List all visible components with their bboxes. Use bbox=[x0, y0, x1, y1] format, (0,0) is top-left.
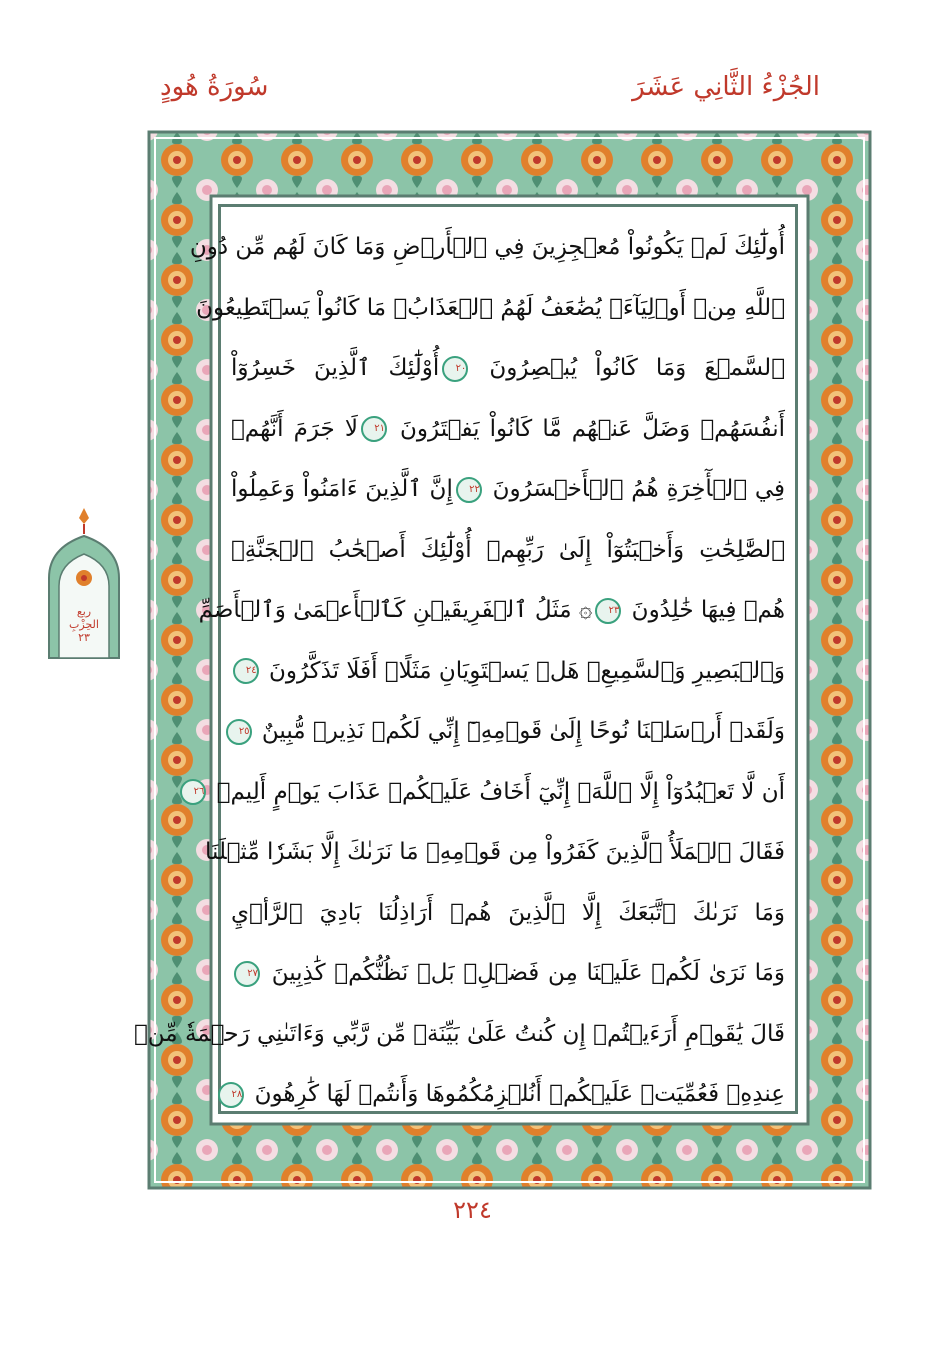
text-line bbox=[193, 762, 785, 823]
text-line bbox=[231, 338, 785, 399]
hizb-line2: الحِزْبِ bbox=[69, 618, 99, 631]
verse-text: لَا جَرَمَ أَنَّهُمۡ bbox=[231, 415, 358, 442]
text-line bbox=[205, 822, 785, 883]
ayah-number-marker: ٢٣ bbox=[595, 598, 621, 624]
verse-text: وَٱلۡبَصِيرِ وَٱلسَّمِيعِۚ هَلۡ يَسۡتَوِيَانِ مَثَلًاۚ أَفَلَا تَذَكَّرُونَ bbox=[261, 657, 785, 684]
text-line bbox=[198, 580, 785, 641]
verse-text: وَمَا نَرَىٰكَ ٱتَّبَعَكَ إِلَّا ٱلَّذِينَ هُمۡ أَرَاذِلُنَا بَادِيَ ٱلرَّأۡيِ bbox=[231, 899, 785, 926]
ayah-number-marker: ٢٦ bbox=[180, 779, 206, 805]
text-line bbox=[189, 217, 785, 278]
text-line bbox=[231, 1064, 785, 1125]
verse-text: وَمَا نَرَىٰ لَكُمۡ عَلَيۡنَا مِن فَضۡلِۭ بَلۡ نَظُنُّكُمۡ كَٰذِبِينَ bbox=[263, 960, 785, 986]
verse-text: ٱلسَّمۡعَ وَمَا كَانُواْ يُبۡصِرُونَ bbox=[471, 355, 785, 381]
verse-text: قَالَ يَٰقَوۡمِ أَرَءَيۡتُمۡ إِن كُنتُ عَلَىٰ بَيِّنَةٖ مِّن رَّبِّي وَءَاتَىٰنِي رَحۡمَةٗ مِّنۡ bbox=[134, 1020, 785, 1047]
text-line bbox=[134, 1004, 785, 1065]
verse-text: أُوْلَٰٓئِكَ ٱلَّذِينَ خَسِرُوٓاْ bbox=[231, 355, 440, 381]
ayah-number-marker: ٢٠ bbox=[442, 356, 468, 382]
verse-text: هُمۡ فِيهَا خَٰلِدُونَ bbox=[624, 597, 785, 623]
text-line bbox=[231, 701, 785, 762]
ayah-number-marker: ٢١ bbox=[361, 416, 387, 442]
verse-text: عِندِهِۦ فَعُمِّيَتۡ عَلَيۡكُمۡ أَنُلۡزِمُكُمُوهَا وَأَنتُمۡ لَهَا كَٰرِهُونَ bbox=[247, 1081, 785, 1107]
ayah-number-marker: ٢٤ bbox=[233, 658, 259, 684]
ayah-number-marker: ٢٧ bbox=[234, 961, 260, 987]
text-line bbox=[231, 943, 785, 1004]
text-line bbox=[231, 883, 785, 944]
quran-text bbox=[134, 217, 785, 1107]
verse-text: أُولَٰٓئِكَ لَمۡ يَكُونُواْ مُعۡجِزِينَ فِي ٱلۡأَرۡضِ وَمَا كَانَ لَهُم مِّن دُونِ bbox=[189, 234, 785, 260]
hizb-marker-label bbox=[45, 605, 123, 644]
verse-text: ٱلصَّٰلِحَٰتِ وَأَخۡبَتُوٓاْ إِلَىٰ رَبِّهِمۡ أُوْلَٰٓئِكَ أَصۡحَٰبُ ٱلۡجَنَّةِۖ bbox=[231, 536, 785, 563]
text-line bbox=[231, 641, 785, 702]
verse-text: أَن لَّا تَعۡبُدُوٓاْ إِلَّا ٱللَّهَۖ إِنِّيٓ أَخَافُ عَلَيۡكُمۡ عَذَابَ يَوۡمٍ أَلِيمٖ bbox=[209, 778, 785, 805]
surah-title: سُورَةُ هُودٍ bbox=[160, 72, 269, 102]
text-line bbox=[196, 278, 785, 339]
text-line bbox=[231, 459, 785, 520]
page-number: ٢٢٤ bbox=[453, 1196, 492, 1224]
ayah-number-marker: ٢٨ bbox=[218, 1082, 244, 1108]
verse-text: أَنفُسَهُمۡ وَضَلَّ عَنۡهُم مَّا كَانُواْ يَفۡتَرُونَ bbox=[389, 415, 785, 442]
juz-title: الجُزْءُ الثَّانِي عَشَرَ bbox=[632, 72, 820, 102]
verse-text: ٱللَّهِ مِنۡ أَوۡلِيَآءَۘ يُضَٰعَفُ لَهُمُ ٱلۡعَذَابُۚ مَا كَانُواْ يَسۡتَطِيعُونَ bbox=[196, 294, 785, 321]
ayah-number-marker: ٢٢ bbox=[456, 477, 482, 503]
text-line bbox=[231, 520, 785, 581]
text-line bbox=[231, 399, 785, 460]
hizb-line1: ربع bbox=[76, 605, 92, 618]
text-panel bbox=[134, 204, 798, 1114]
verse-text: إِنَّ ٱلَّذِينَ ءَامَنُواْ وَعَمِلُواْ bbox=[231, 476, 453, 502]
ayah-number-marker: ٢٥ bbox=[226, 719, 252, 745]
verse-text: فِي ٱلۡأٓخِرَةِ هُمُ ٱلۡأَخۡسَرُونَ bbox=[484, 476, 785, 502]
hizb-line3: ٢٣ bbox=[78, 631, 90, 644]
verse-text: ۞ مَثَلُ ٱلۡفَرِيقَيۡنِ كَٱلۡأَعۡمَىٰ وَٱلۡأَصَمِّ bbox=[198, 597, 593, 623]
verse-text: فَقَالَ ٱلۡمَلَأُ ٱلَّذِينَ كَفَرُواْ مِن قَوۡمِهِۦ مَا نَرَىٰكَ إِلَّا بَشَرٗا مِّثۡلَنَا bbox=[205, 839, 785, 865]
verse-text: وَلَقَدۡ أَرۡسَلۡنَا نُوحًا إِلَىٰ قَوۡمِهِۦٓ إِنِّي لَكُمۡ نَذِيرٞ مُّبِينٌ bbox=[254, 718, 785, 744]
